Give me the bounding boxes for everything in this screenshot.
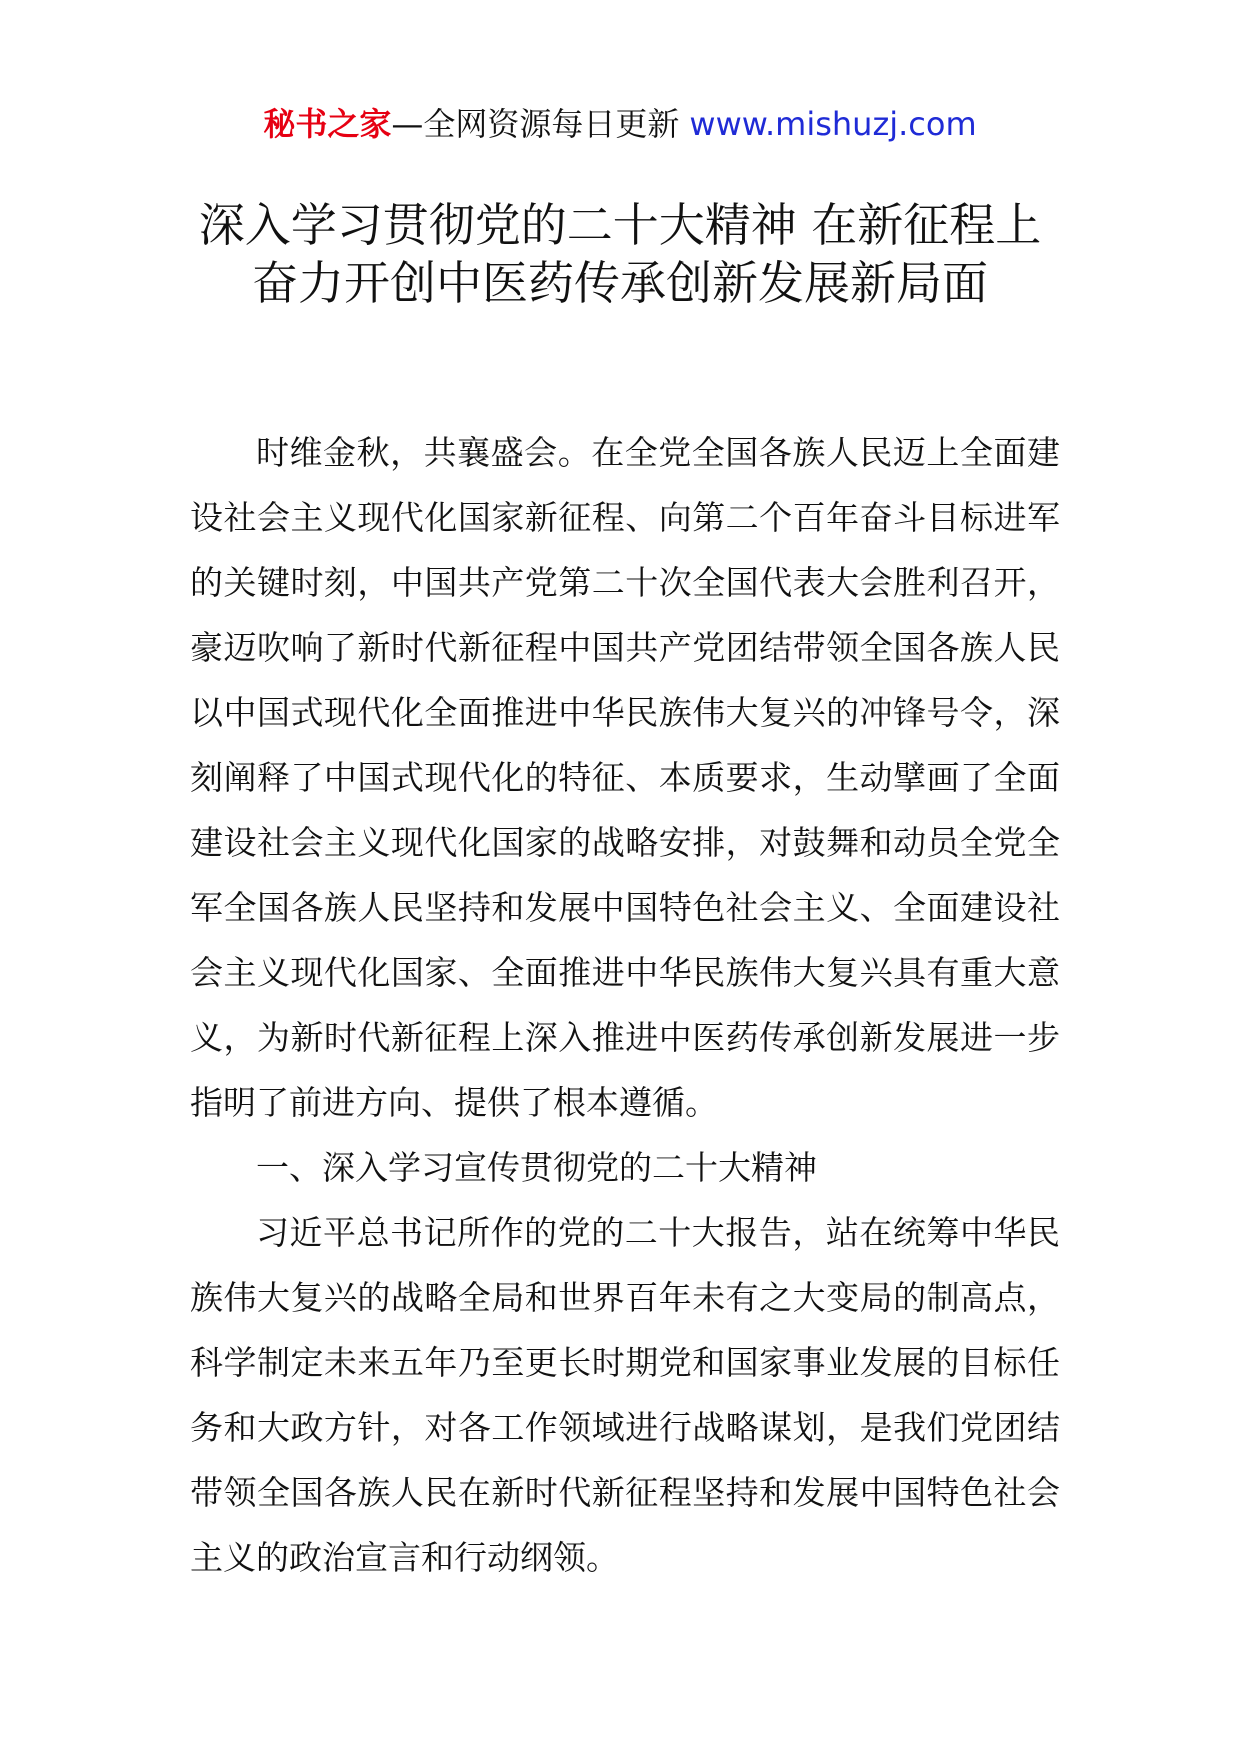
document-body bbox=[190, 420, 1060, 1590]
document-title bbox=[150, 196, 1090, 312]
title-line-1: 深入学习贯彻党的二十大精神 在新征程上 bbox=[198, 198, 1042, 252]
title-line-2: 奋力开创中医药传承创新发展新局面 bbox=[252, 256, 988, 310]
paragraph-section-1: 习近平总书记所作的党的二十大报告，站在统筹中华民族伟大复兴的战略全局和世界百年未有之大变局的制高点，科学制定未来五年乃至更长时期党和国家事业发展的目标任务和大政方针，对各工作领域进行战略谋划，是我们党团结带领全国各族人民在新时代新征程坚持和发展中国特色社会主义的政治宣言和行动纲领。 bbox=[190, 1213, 1060, 1577]
site-tagline: —全网资源每日更新 bbox=[391, 105, 680, 143]
brand-name: 秘书之家 bbox=[263, 105, 392, 143]
paragraph-intro: 时维金秋，共襄盛会。在全党全国各族人民迈上全面建设社会主义现代化国家新征程、向第二个百年奋斗目标进军的关键时刻，中国共产党第二十次全国代表大会胜利召开，豪迈吹响了新时代新征程中国共产党团结带领全国各族人民以中国式现代化全面推进中华民族伟大复兴的冲锋号令，深刻阐释了中国式现代化的特征、本质要求，生动擘画了全面建设社会主义现代化国家的战略安排，对鼓舞和动员全党全军全国各族人民坚持和发展中国特色社会主义、全面建设社会主义现代化国家、全面推进中华民族伟大复兴具有重大意义，为新时代新征程上深入推进中医药传承创新发展进一步指明了前进方向、提供了根本遵循。 bbox=[190, 433, 1060, 1122]
section-heading-1: 一、深入学习宣传贯彻党的二十大精神 bbox=[256, 1148, 817, 1187]
site-header bbox=[0, 100, 1240, 148]
site-url-link[interactable]: www.mishuzj.com bbox=[689, 105, 977, 143]
